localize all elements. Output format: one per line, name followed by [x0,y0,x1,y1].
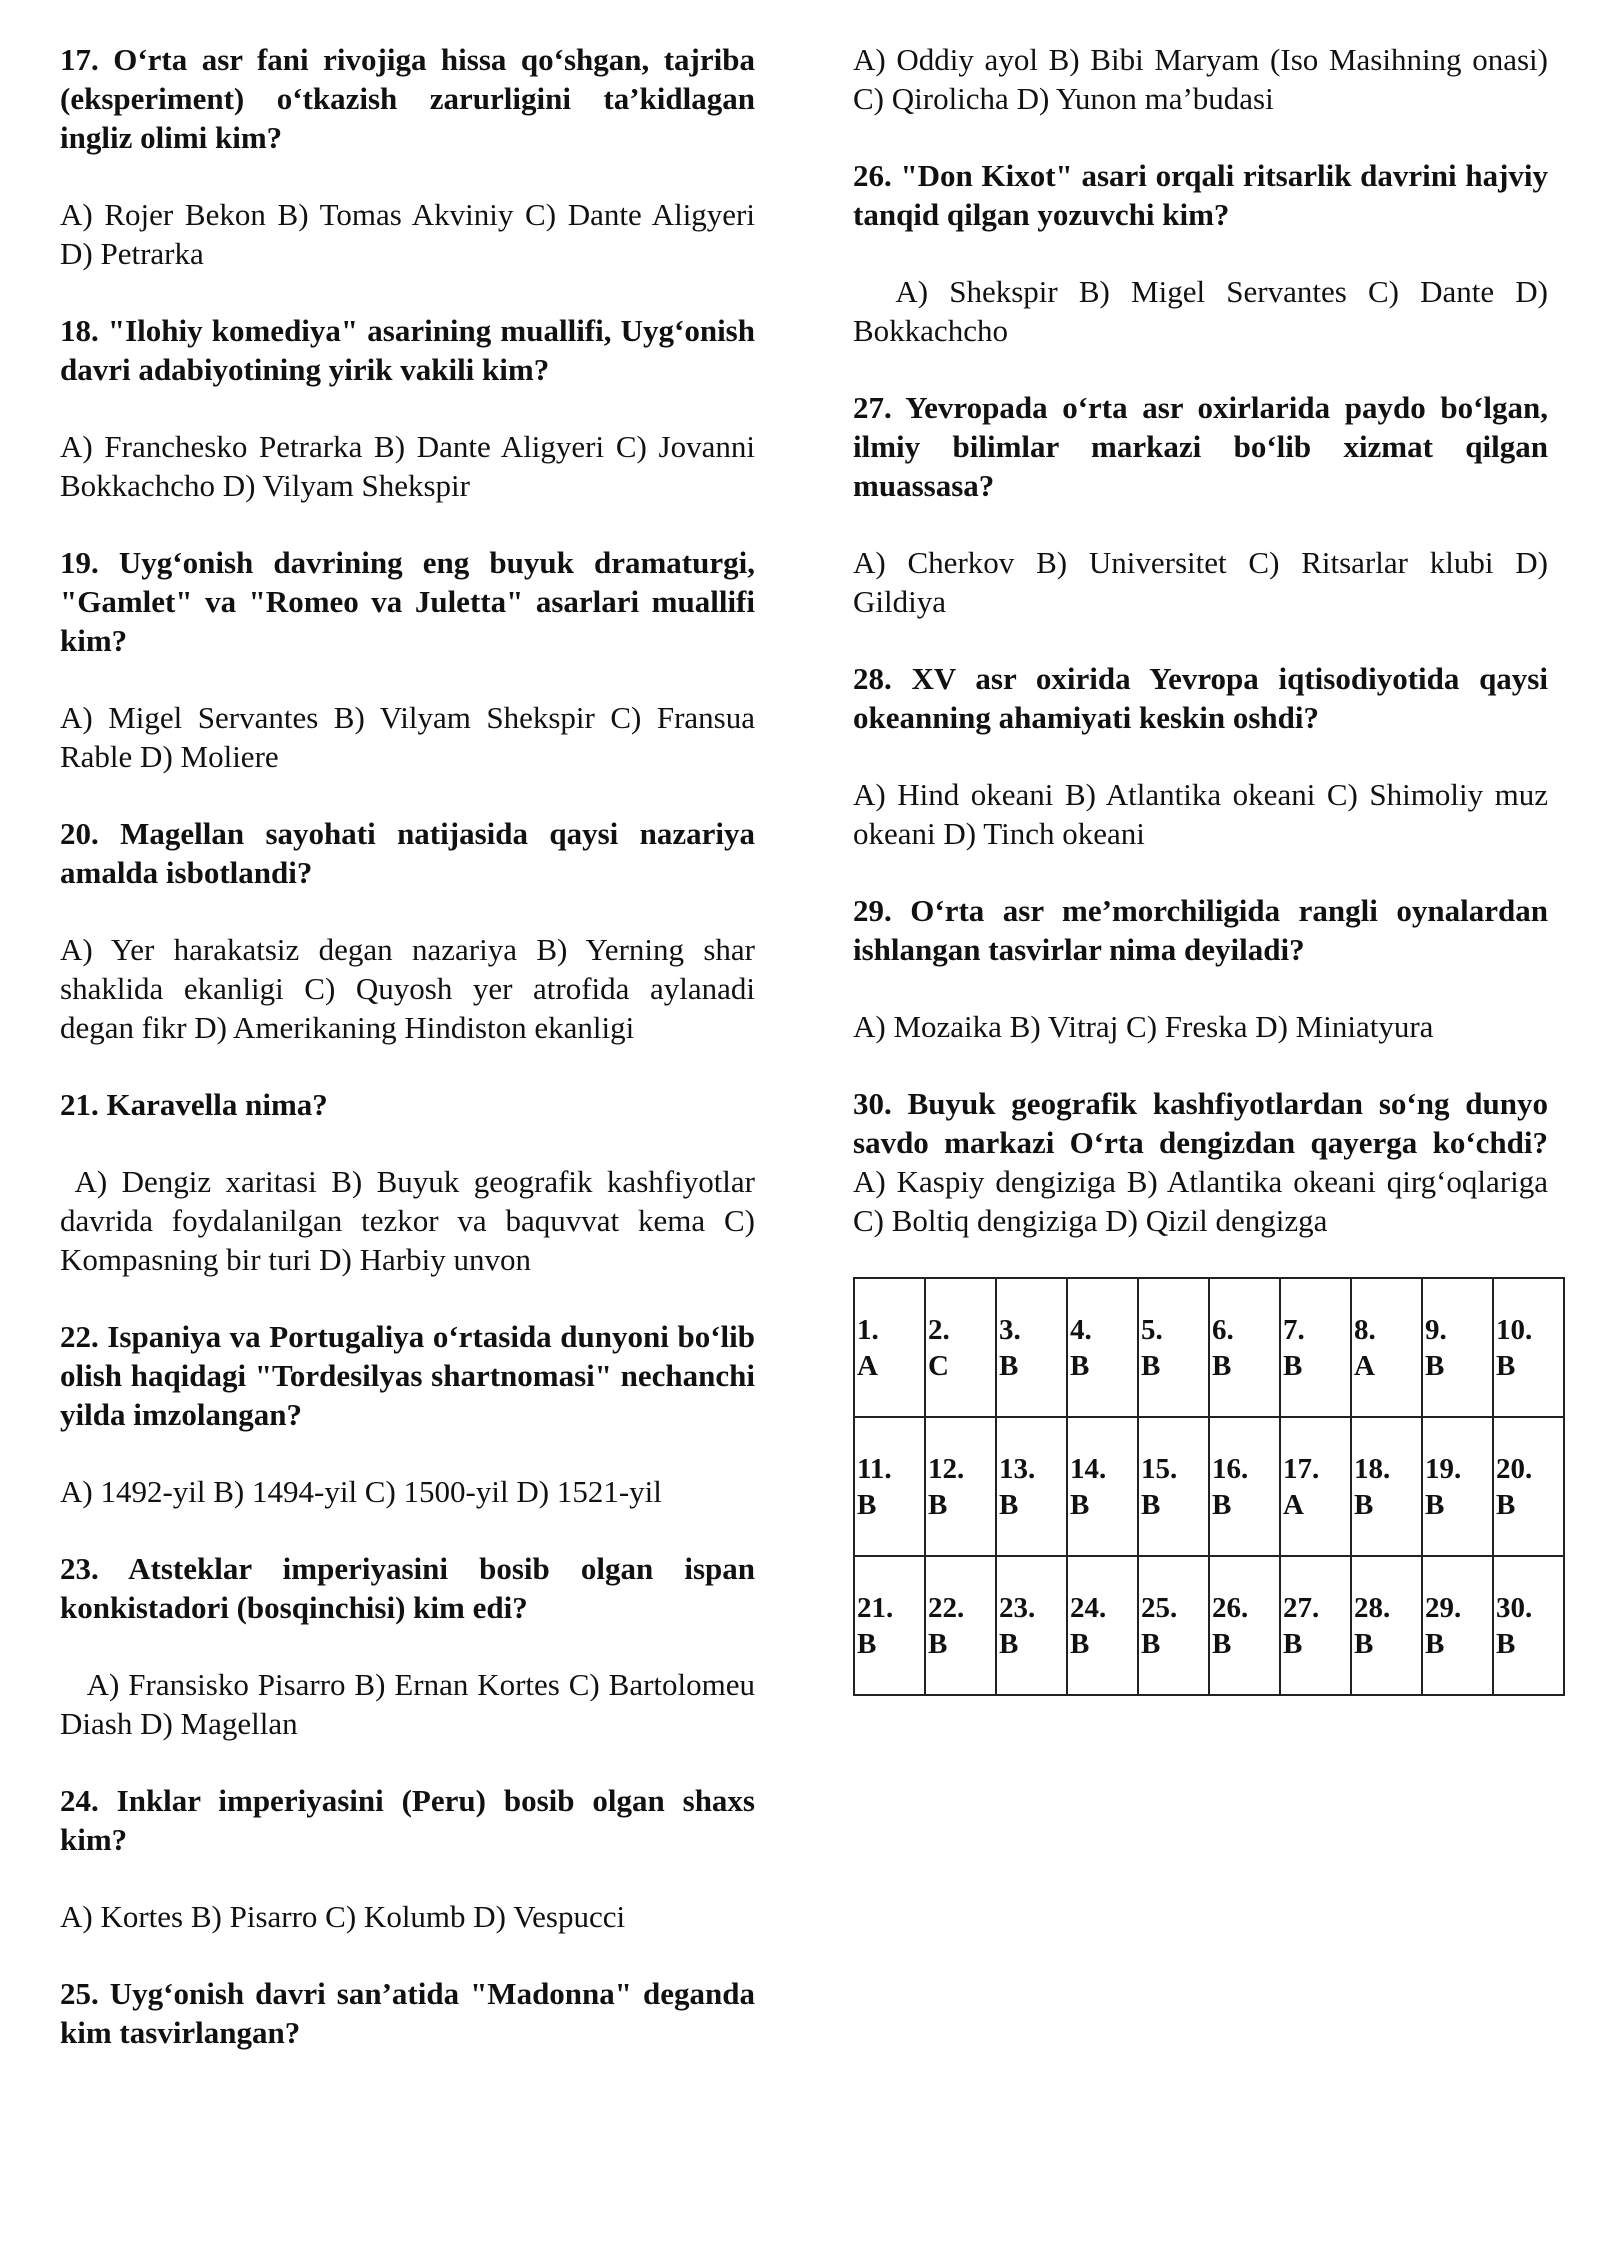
answer-options: A) 1492-yil B) 1494-yil C) 1500-yil D) 1521-yil [60,1474,662,1509]
answer-cell [1351,1556,1422,1695]
question-30-text: 30. Buyuk geografik kashfiyotlardan so‘ng dunyo savdo markazi O‘rta dengizdan qayerga ko‘chdi? [853,1086,1548,1160]
answer-options: A) Hind okeani B) Atlantika okeani C) Shimoliy muz okeani D) Tinch okeani [853,777,1548,851]
question-text: 23. Atsteklar imperiyasini bosib olgan ispan konkistadori (bosqinchisi) kim edi? [60,1551,755,1625]
answer-cell [925,1556,996,1695]
question-18 [60,311,755,505]
question-25 [60,1974,755,2052]
table-row [854,1556,1564,1695]
answer-number: 1. [857,1313,879,1346]
answer-letter: B [999,1349,1019,1382]
question-text: 28. XV asr oxirida Yevropa iqtisodiyotida qaysi okeanning ahamiyati keskin oshdi? [853,661,1548,735]
answer-letter: B [1496,1349,1516,1382]
answer-number: 8. [1354,1313,1376,1346]
answer-cell [1280,1556,1351,1695]
answer-options: A) Rojer Bekon B) Tomas Akviniy C) Dante Aligyeri D) Petrarka [60,197,755,271]
answer-cell [1422,1278,1493,1417]
answer-number: 13. [999,1452,1036,1485]
answer-letter: B [1212,1488,1232,1521]
answer-letter: B [1354,1488,1374,1521]
question-text: 24. Inklar imperiyasini (Peru) bosib olgan shaxs kim? [60,1783,755,1857]
answer-number: 22. [928,1591,965,1624]
question-text: 19. Uyg‘onish davrining eng buyuk dramaturgi, "Gamlet" va "Romeo va Juletta" asarlari muallifi kim? [60,545,755,658]
answer-cell [925,1278,996,1417]
answer-cell [1209,1278,1280,1417]
answer-options: A) Shekspir B) Migel Servantes C) Dante D) Bokkachcho [853,274,1556,348]
answer-number: 25. [1141,1591,1178,1624]
answer-number: 6. [1212,1313,1234,1346]
question-text: 26. "Don Kixot" asari orqali ritsarlik davrini hajviy tanqid qilgan yozuvchi kim? [853,158,1548,232]
answer-letter: A [857,1349,878,1382]
answer-cell [1067,1417,1138,1556]
answer-cell [1209,1556,1280,1695]
answer-number: 7. [1283,1313,1305,1346]
answer-letter: A [1354,1349,1375,1382]
answer-letter: B [857,1488,877,1521]
question-28 [853,659,1548,853]
question-text: 17. O‘rta asr fani rivojiga hissa qo‘shgan, tajriba (eksperiment) o‘tkazish zarurligini ta’kidlagan ingliz olimi kim? [60,42,755,155]
question-20 [60,814,755,1047]
answer-options: A) Yer harakatsiz degan nazariya B) Yerning shar shaklida ekanligi C) Quyosh yer atrofida aylanadi degan fikr D) Amerikaning Hindiston ekanligi [60,932,755,1045]
answer-letter: B [1496,1627,1516,1660]
question-19 [60,543,755,776]
answer-number: 15. [1141,1452,1178,1485]
question-30 [853,1084,1556,1240]
answer-cell [1493,1556,1564,1695]
answer-number: 2. [928,1313,950,1346]
answer-options: A) Migel Servantes B) Vilyam Shekspir C) Fransua Rable D) Moliere [60,700,755,774]
answer-cell [1422,1417,1493,1556]
answer-cell [1422,1556,1493,1695]
answer-cell [1280,1278,1351,1417]
answer-number: 26. [1212,1591,1249,1624]
answer-cell [996,1278,1067,1417]
answer-cell [854,1278,925,1417]
answer-number: 18. [1354,1452,1391,1485]
answer-number: 4. [1070,1313,1092,1346]
answer-cell [854,1417,925,1556]
question-text: 22. Ispaniya va Portugaliya o‘rtasida dunyoni bo‘lib olish haqidagi "Tordesilyas shartnomasi" nechanchi yilda imzolangan? [60,1319,755,1432]
answer-cell [996,1417,1067,1556]
answer-letter: B [1141,1627,1161,1660]
answer-cell [1351,1278,1422,1417]
question-27 [853,388,1548,621]
answer-number: 11. [857,1452,892,1485]
answer-number: 19. [1425,1452,1462,1485]
question-text [853,1084,1556,1240]
question-24 [60,1781,755,1936]
answer-cell [1138,1278,1209,1417]
answer-letter: B [1212,1349,1232,1382]
left-column [60,40,763,2090]
answer-key-table [853,1277,1565,1696]
answer-letter: B [1212,1627,1232,1660]
answer-options: A) Kortes B) Pisarro C) Kolumb D) Vespucci [60,1899,626,1934]
question-17 [60,40,755,273]
question-text: 18. "Ilohiy komediya" asarining muallifi, Uyg‘onish davri adabiyotining yirik vakili kim? [60,313,755,387]
answer-letter: B [857,1627,877,1660]
answer-letter: B [1141,1349,1161,1382]
answer-letter: B [1425,1349,1445,1382]
answer-letter: B [999,1488,1019,1521]
answer-cell [1493,1278,1564,1417]
answer-number: 14. [1070,1452,1107,1485]
answer-cell [1351,1417,1422,1556]
answer-number: 5. [1141,1313,1163,1346]
answer-letter: B [1070,1627,1090,1660]
answer-cell [1209,1417,1280,1556]
answer-letter: B [1425,1488,1445,1521]
answer-letter: B [1283,1627,1303,1660]
answer-number: 12. [928,1452,965,1485]
answer-options: A) Cherkov B) Universitet C) Ritsarlar klubi D) Gildiya [853,545,1548,619]
answer-letter: B [1070,1488,1090,1521]
question-text: 25. Uyg‘onish davri san’atida "Madonna" deganda kim tasvirlangan? [60,1976,755,2050]
question-25-options [853,40,1548,118]
answer-options: A) Oddiy ayol B) Bibi Maryam (Iso Masihning onasi) C) Qirolicha D) Yunon ma’budasi [853,42,1548,116]
answer-number: 24. [1070,1591,1107,1624]
answer-cell [1067,1278,1138,1417]
answer-number: 20. [1496,1452,1533,1485]
answer-number: 30. [1496,1591,1533,1624]
question-text: 20. Magellan sayohati natijasida qaysi nazariya amalda isbotlandi? [60,816,755,890]
question-30-options: A) Kaspiy dengiziga B) Atlantika okeani qirg‘oqlariga C) Boltiq dengiziga D) Qizil dengizga [853,1125,1556,1238]
answer-letter: B [1496,1488,1516,1521]
answer-number: 3. [999,1313,1021,1346]
answer-letter: A [1283,1488,1304,1521]
question-text: 27. Yevropada o‘rta asr oxirlarida paydo bo‘lgan, ilmiy bilimlar markazi bo‘lib xizmat qilgan muassasa? [853,390,1548,503]
question-23 [60,1549,763,1743]
question-text: 21. Karavella nima? [60,1087,328,1122]
answer-options: A) Dengiz xaritasi B) Buyuk geografik kashfiyotlar davrida foydalanilgan tezkor va baquvvat kema C) Kompasning bir turi D) Harbiy unvon [60,1164,763,1277]
answer-letter: B [1425,1627,1445,1660]
answer-options: A) Franchesko Petrarka B) Dante Aligyeri C) Jovanni Bokkachcho D) Vilyam Shekspir [60,429,755,503]
answer-letter: C [928,1349,949,1382]
answer-cell [1280,1417,1351,1556]
answer-cell [854,1556,925,1695]
answer-letter: B [999,1627,1019,1660]
right-column [853,40,1556,1278]
answer-number: 27. [1283,1591,1320,1624]
answer-number: 29. [1425,1591,1462,1624]
answer-cell [1067,1556,1138,1695]
answer-letter: B [928,1488,948,1521]
answer-number: 10. [1496,1313,1533,1346]
answer-cell [1138,1417,1209,1556]
answer-number: 9. [1425,1313,1447,1346]
answer-letter: B [1283,1349,1303,1382]
answer-letter: B [928,1627,948,1660]
answer-options: A) Fransisko Pisarro B) Ernan Kortes C) Bartolomeu Diash D) Magellan [60,1667,763,1741]
answer-letter: B [1070,1349,1090,1382]
question-26 [853,156,1556,350]
answer-number: 28. [1354,1591,1391,1624]
answer-options: A) Mozaika B) Vitraj C) Freska D) Miniatyura [853,1009,1434,1044]
answer-letter: B [1141,1488,1161,1521]
answer-number: 17. [1283,1452,1320,1485]
question-21 [60,1085,763,1279]
table-row [854,1417,1564,1556]
question-22 [60,1317,755,1511]
question-29 [853,891,1548,1046]
answer-letter: B [1354,1627,1374,1660]
table-row [854,1278,1564,1417]
answer-cell [996,1556,1067,1695]
answer-cell [1138,1556,1209,1695]
answer-cell [1493,1417,1564,1556]
answer-number: 21. [857,1591,894,1624]
answer-cell [925,1417,996,1556]
question-text: 29. O‘rta asr me’morchiligida rangli oynalardan ishlangan tasvirlar nima deyiladi? [853,893,1548,967]
answer-number: 16. [1212,1452,1249,1485]
answer-number: 23. [999,1591,1036,1624]
